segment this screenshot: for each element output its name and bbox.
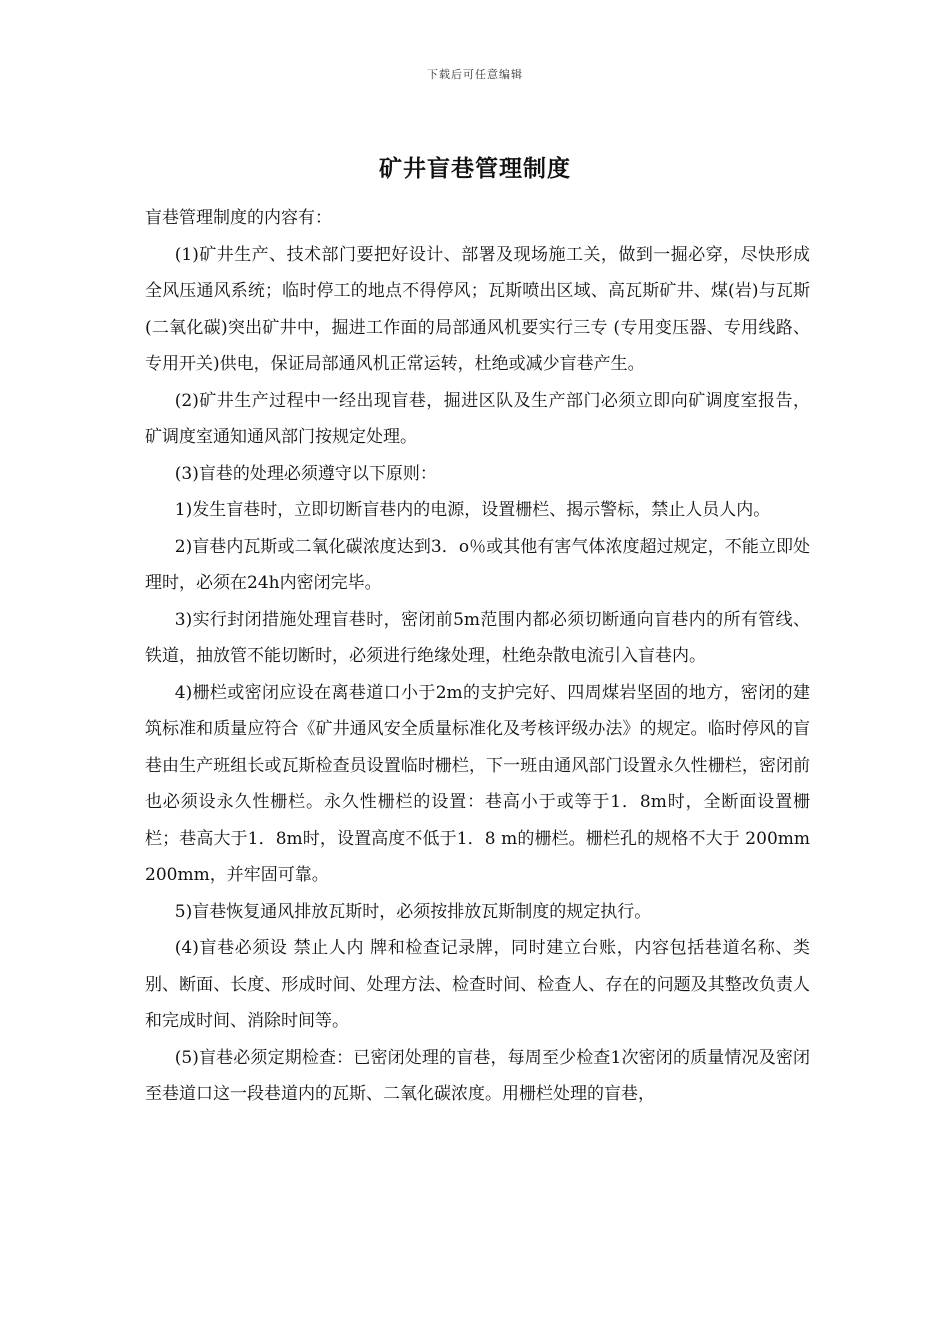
paragraph-sub-item-5: 5)盲巷恢复通风排放瓦斯时，必须按排放瓦斯制度的规定执行。 — [174, 901, 652, 922]
header-note: 下载后可任意编辑 — [427, 68, 523, 81]
document-body — [145, 200, 810, 1113]
paragraph-item-1: (1)矿井生产、技术部门要把好设计、部署及现场施工关，做到一掘必穿，尽快形成全风压通风系统；临时停工的地点不得停风；瓦斯喷出区域、高瓦斯矿井、煤(岩)与瓦斯(二氧化碳)突出矿井中，掘进工作面的局部通风机要实行三专 (专用变压器、专用线路、专用开关)供电，保证局部通风机正常运转，杜绝或减少盲巷产生。 — [145, 244, 810, 374]
document-title: 矿井盲巷管理制度 — [379, 155, 571, 182]
paragraph-item-2: (2)矿井生产过程中一经出现盲巷，掘进区队及生产部门必须立即向矿调度室报告，矿调度室通知通风部门按规定处理。 — [145, 390, 810, 447]
paragraph-sub-item-1: 1)发生盲巷时，立即切断盲巷内的电源，设置栅栏、揭示警标，禁止人员人内。 — [174, 500, 771, 520]
paragraph-item-3: (3)盲巷的处理必须遵守以下原则： — [174, 463, 437, 484]
paragraph-item-4: (4)盲巷必须设 禁止人内 牌和检查记录牌，同时建立台账，内容包括巷道名称、类别、断面、长度、形成时间、处理方法、检查时间、检查人、存在的问题及其整改负责人和完成时间、消除时间等。 — [145, 938, 810, 1031]
paragraph-sub-item-3: 3)实行封闭措施处理盲巷时，密闭前5m范围内都必须切断通向盲巷内的所有管线、铁道，抽放管不能切断时，必须进行绝缘处理，杜绝杂散电流引入盲巷内。 — [145, 609, 810, 666]
paragraph-intro: 盲巷管理制度的内容有： — [145, 208, 332, 228]
paragraph-sub-item-2: 2)盲巷内瓦斯或二氧化碳浓度达到3．o％或其他有害气体浓度超过规定，不能立即处理时，必须在24h内密闭完毕。 — [145, 536, 810, 593]
paragraph-sub-item-4: 4)栅栏或密闭应设在离巷道口小于2m的支护完好、四周煤岩坚固的地方，密闭的建筑标准和质量应符合《矿井通风安全质量标准化及考核评级办法》的规定。临时停风的盲巷由生产班组长或瓦斯检查员设置临时栅栏，下一班由通风部门设置永久性栅栏，密闭前也必须设永久性栅栏。永久性栅栏的设置：巷高小于或等于1．8m时，全断面设置栅栏；巷高大于1．8m时，设置高度不低于1．8 m的栅栏。栅栏孔的规格不大于 200mm 200mm，并牢固可靠。 — [145, 682, 810, 885]
paragraph-item-5: (5)盲巷必须定期检查：已密闭处理的盲巷，每周至少检查1次密闭的质量情况及密闭至巷道口这一段巷道内的瓦斯、二氧化碳浓度。用栅栏处理的盲巷， — [145, 1047, 810, 1104]
